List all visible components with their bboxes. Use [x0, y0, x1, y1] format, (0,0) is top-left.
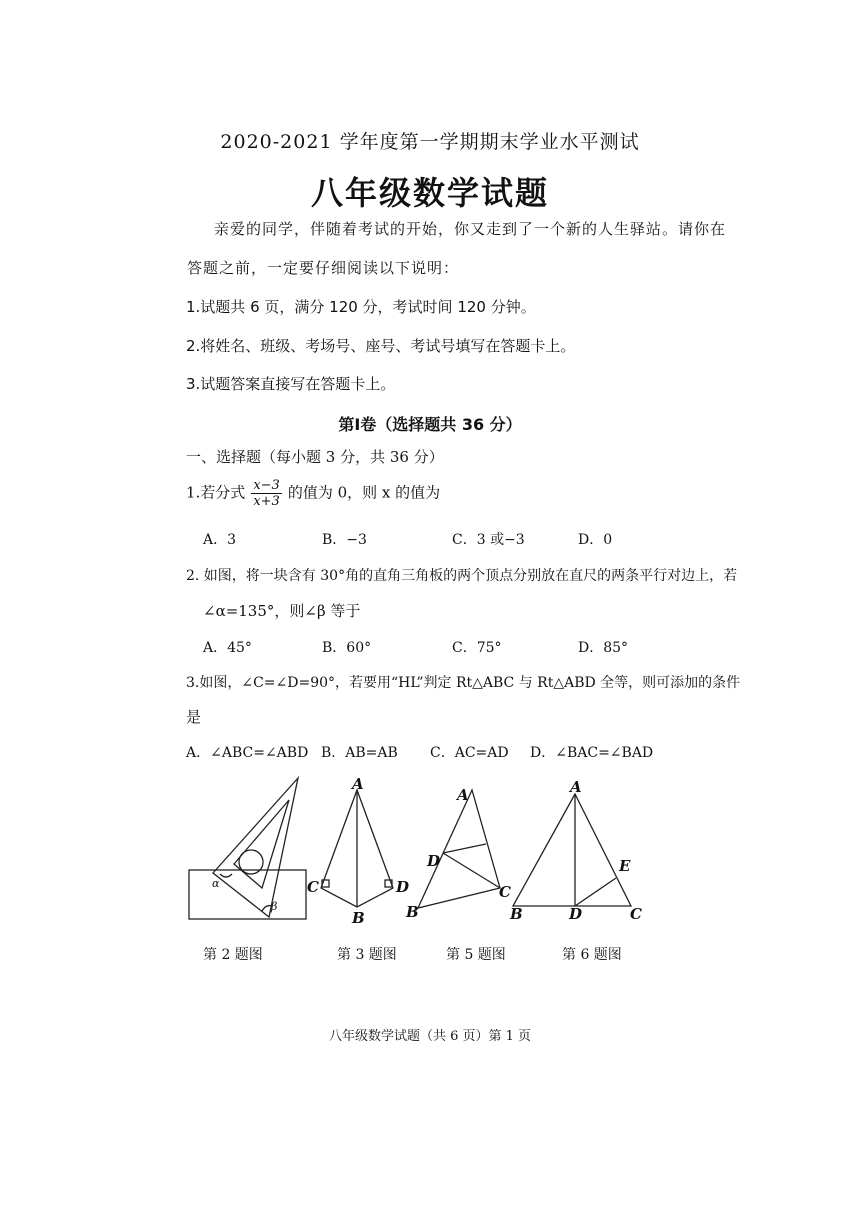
- question-1-suffix: 的值为 0，则 x 的值为: [287, 483, 441, 502]
- intro-line-2: 答题之前，一定要仔细阅读以下说明：: [187, 259, 460, 277]
- q1-option-b: B．−3: [322, 532, 367, 548]
- fig5-label-b: B: [406, 903, 419, 921]
- instruction-3: 3.试题答案直接写在答题卡上。: [186, 375, 396, 393]
- fig6-label-e: E: [619, 857, 631, 875]
- q2-option-a: A．45°: [203, 640, 252, 656]
- q1-option-c: C．3 或−3: [452, 532, 525, 548]
- instruction-1: 1.试题共 6 页，满分 120 分，考试时间 120 分钟。: [186, 298, 536, 316]
- fig6-label-d: D: [569, 905, 583, 923]
- figure-6-caption: 第 6 题图: [562, 947, 622, 963]
- triangle-plate-shape: [213, 778, 298, 917]
- triangle-abc: [513, 794, 631, 906]
- q2-option-c: C．75°: [452, 640, 502, 656]
- fig5-label-c: C: [499, 883, 511, 901]
- q1-option-d: D．0: [578, 532, 613, 548]
- instruction-2: 2.将姓名、班级、考场号、座号、考试号填写在答题卡上。: [186, 337, 576, 355]
- figure-2-diagram: [189, 778, 306, 919]
- question-1-prefix: 1.若分式: [186, 483, 246, 502]
- section-title: 第Ⅰ卷（选择题共 36 分）: [338, 415, 522, 434]
- fraction-numerator: x−3: [253, 478, 280, 493]
- section-subtitle: 一、选择题（每小题 3 分，共 36 分）: [186, 448, 444, 466]
- q2-option-d: D．85°: [578, 640, 629, 656]
- figure-2-caption: 第 2 题图: [203, 947, 263, 963]
- exam-title: 2020-2021 学年度第一学期期末学业水平测试: [220, 131, 640, 153]
- figure-3-diagram: [321, 790, 393, 907]
- question-2-line-2: ∠α=135°，则∠β 等于: [203, 602, 361, 620]
- ruler-shape: [189, 870, 306, 919]
- segment-d-to-ac: [443, 844, 486, 853]
- fig3-label-b: B: [352, 909, 365, 927]
- question-3-line-1: 3.如图，∠C=∠D=90°，若要用“HL”判定 Rt△ABC 与 Rt△ABD 全等，则可添加的条件: [186, 675, 741, 691]
- q1-option-a: A．3: [203, 532, 237, 548]
- fraction-denominator: x+3: [253, 494, 280, 509]
- fig5-label-a: A: [457, 786, 469, 804]
- paper-title: 八年级数学试题: [310, 174, 549, 212]
- beta-label: β: [271, 900, 278, 913]
- fig3-label-d: D: [396, 878, 410, 896]
- q2-option-b: B．60°: [322, 640, 372, 656]
- fig3-label-a: A: [352, 775, 364, 793]
- q3-option-d: D．∠BAC=∠BAD: [530, 745, 654, 761]
- figure-5-caption: 第 5 题图: [446, 947, 506, 963]
- fig6-label-c: C: [630, 905, 642, 923]
- figure-6-diagram: [513, 794, 631, 906]
- fig3-label-c: C: [307, 878, 319, 896]
- question-2-line-1: 2. 如图，将一块含有 30°角的直角三角板的两个顶点分别放在直尺的两条平行对边上，若: [186, 568, 738, 584]
- q3-option-b: B．AB=AB: [321, 745, 398, 761]
- figures-row: [0, 770, 860, 930]
- q3-option-a: A．∠ABC=∠ABD: [186, 745, 309, 761]
- page-footer: 八年级数学试题（共 6 页）第 1 页: [328, 1029, 532, 1044]
- alpha-arc: [220, 874, 232, 877]
- alpha-label: α: [212, 877, 220, 890]
- figure-5-diagram: [418, 790, 500, 908]
- question-3-line-2: 是: [186, 708, 202, 726]
- question-1: [186, 478, 440, 509]
- q3-option-c: C．AC=AD: [430, 745, 509, 761]
- fig6-label-a: A: [570, 778, 582, 796]
- intro-line-1: 亲爱的同学，伴随着考试的开始，你又走到了一个新的人生驿站。请你在: [214, 220, 727, 238]
- fraction: [251, 478, 282, 509]
- figure-3-caption: 第 3 题图: [337, 947, 397, 963]
- fig6-label-b: B: [510, 905, 523, 923]
- segment-de: [575, 878, 616, 906]
- triangle-inner-shape: [234, 800, 289, 888]
- fig5-label-d: D: [427, 852, 441, 870]
